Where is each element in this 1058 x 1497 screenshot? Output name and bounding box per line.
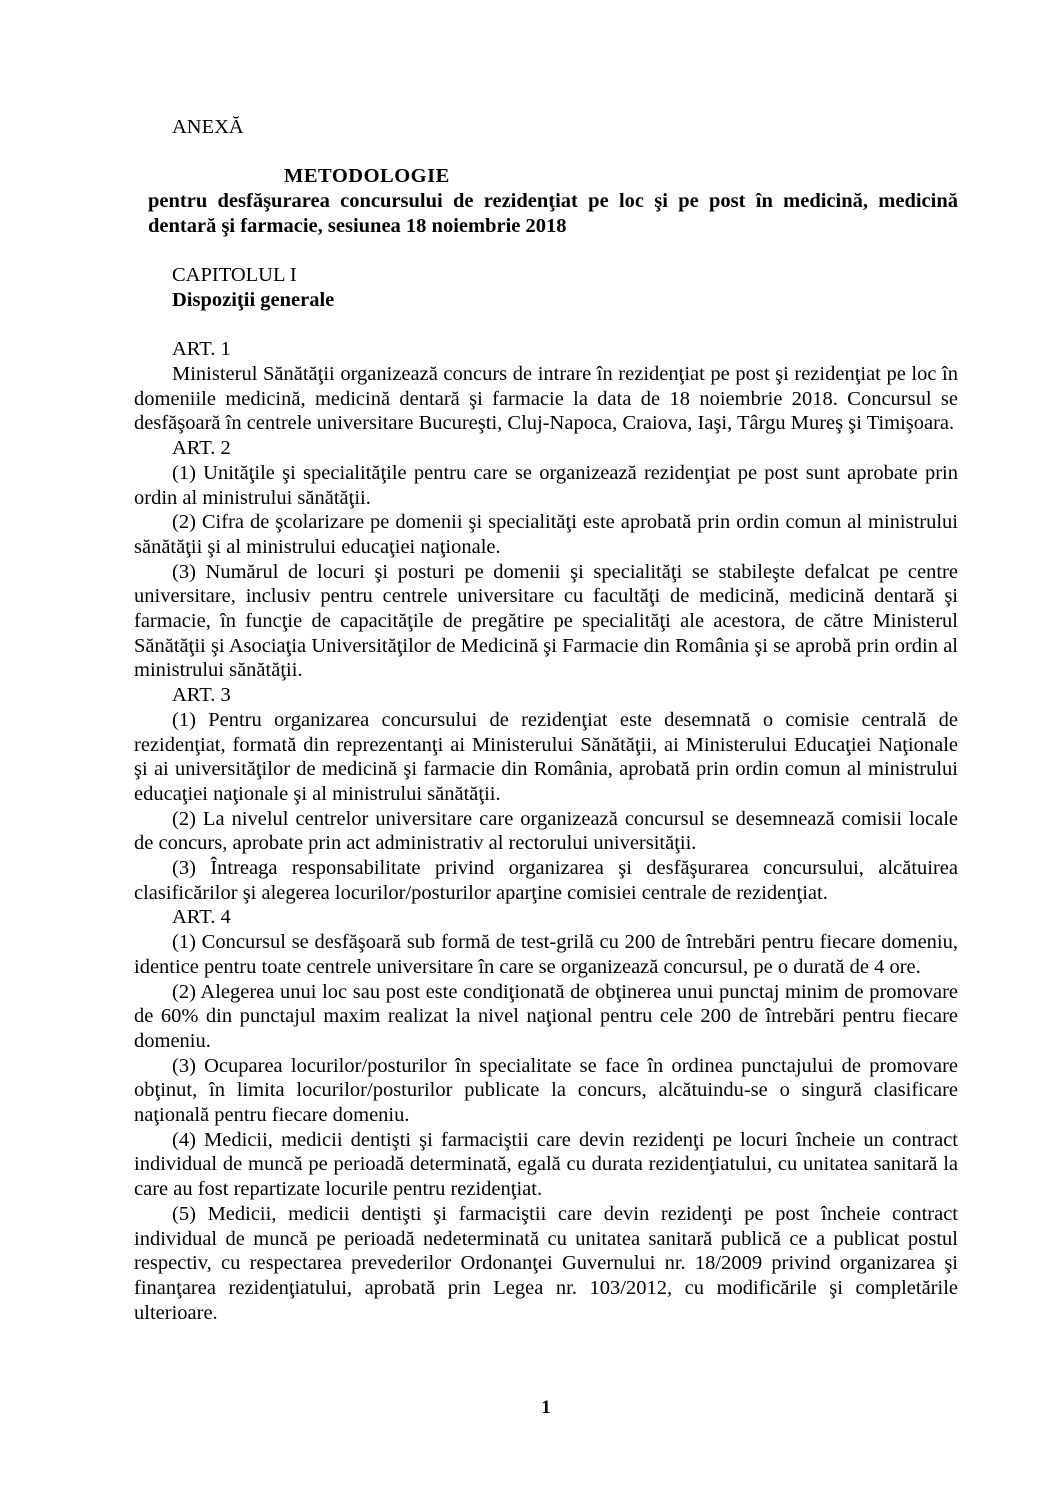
article-paragraph: (3) Numărul de locuri şi posturi pe domenii şi specialităţi se stabileşte defalcat pe centre universitare, inclusiv pentru centrele universitare cu facultăţi de medicină, medicină dentară şi farmacie, în funcţie de capacităţile de pregătire pe specialităţi ale acestora, de către Ministerul Sănătăţii şi Asociaţia Universităţilor de Medicină şi Farmacie din România şi se aprobă prin ordin al ministrului sănătăţii.	[134, 560, 958, 682]
article-3	[134, 683, 958, 905]
article-1	[134, 337, 958, 436]
article-paragraph: (5) Medicii, medicii dentişti şi farmaciştii care devin rezidenţi pe post încheie contract individual de muncă pe perioadă nedeterminată cu unitatea sanitară publică ce a publicat postul respectiv, cu respectarea prevederilor Ordonanţei Guvernului nr. 18/2009 privind organizarea şi finanţarea rezidenţiatului, aprobată prin Legea nr. 103/2012, cu modificările şi completările ulterioare.	[134, 1202, 958, 1324]
article-paragraph: Ministerul Sănătăţii organizează concurs de intrare în rezidenţiat pe post şi rezidenţiat pe loc în domeniile medicină, medicină dentară şi farmacie la data de 18 noiembrie 2018. Concursul se desfăşoară în centrele universitare Bucureşti, Cluj-Napoca, Craiova, Iaşi, Târgu Mureş şi Timişoara.	[134, 362, 958, 435]
article-heading: ART. 3	[172, 684, 231, 707]
chapter-title: Dispoziţii generale	[172, 288, 335, 311]
article-paragraph: (3) Întreaga responsabilitate privind organizarea şi desfăşurarea concursului, alcătuirea clasificărilor şi alegerea locurilor/posturilor aparţine comisiei centrale de rezidenţiat.	[134, 857, 958, 904]
article-paragraph: (2) Cifra de şcolarizare pe domenii şi specialităţi este aprobată prin ordin comun al ministrului sănătăţii şi al ministrului educaţiei naţionale.	[134, 511, 958, 558]
article-paragraph: (1) Concursul se desfăşoară sub formă de test-grilă cu 200 de întrebări pentru fiecare domeniu, identice pentru toate centrele universitare în care se organizează concursul, pe o durată de 4 ore.	[134, 931, 958, 978]
page-number: 1	[541, 1397, 551, 1418]
document-title: METODOLOGIE	[284, 165, 450, 188]
article-4	[134, 905, 958, 1325]
article-paragraph: (4) Medicii, medicii dentişti şi farmaciştii care devin rezidenţi pe locuri încheie un contract individual de muncă pe perioadă determinată, egală cu durata rezidenţiatului, cu unitatea sanitară la care au fost repartizate locurile pentru rezidenţiat.	[134, 1128, 958, 1201]
article-2	[134, 436, 958, 683]
article-paragraph: (2) Alegerea unui loc sau post este condiţionată de obţinerea unui punctaj minim de promovare de 60% din punctajul maxim realizat la nivel naţional pentru cele 200 de întrebări pentru fiecare domeniu.	[134, 980, 958, 1052]
article-paragraph: (1) Unităţile şi specialităţile pentru care se organizează rezidenţiat pe post sunt aprobate prin ordin al ministrului sănătăţii.	[134, 461, 958, 509]
article-paragraph: (3) Ocuparea locurilor/posturilor în specialitate se face în ordinea punctajului de promovare obţinut, în limita locurilor/posturilor publicate la concurs, alcătuindu-se o singură clasificare naţională pentru fiecare domeniu.	[134, 1054, 958, 1127]
article-paragraph: (1) Pentru organizarea concursului de rezidenţiat este desemnată o comisie centrală de rezidenţiat, formată din reprezentanţi ai Ministerului Sănătăţii, ai Ministerului Educaţiei Naţionale şi ai universităţilor de medicină şi farmacie din România, aprobată prin ordin comun al ministrului educaţiei naţionale şi al ministrului sănătăţii.	[134, 708, 958, 805]
annex-label: ANEXĂ	[172, 116, 244, 138]
chapter-label: CAPITOLUL I	[172, 264, 297, 287]
articles-body	[134, 337, 958, 1325]
article-heading: ART. 1	[172, 338, 231, 361]
article-heading: ART. 4	[172, 906, 231, 929]
article-paragraph: (2) La nivelul centrelor universitare care organizează concursul se desemnează comisii locale de concurs, aprobate prin act administrativ al rectorului universităţii.	[134, 807, 958, 855]
document-subtitle: pentru desfăşurarea concursului de rezidenţiat pe loc şi pe post în medicină, medicină dentară şi farmacie, sesiunea 18 noiembrie 2018	[148, 190, 958, 237]
article-heading: ART. 2	[172, 437, 231, 460]
chapter-heading-block	[134, 263, 958, 312]
